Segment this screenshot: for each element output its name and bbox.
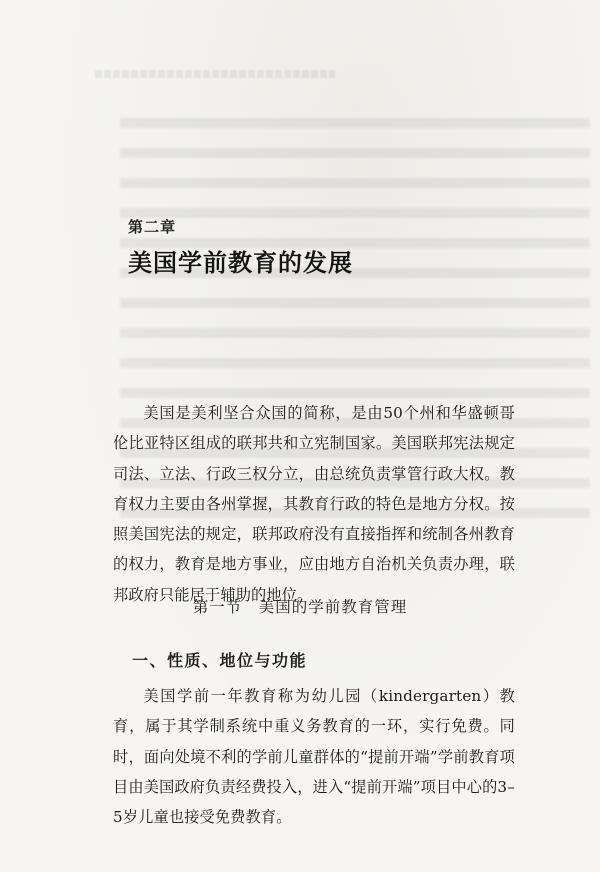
subsection-heading: 一、性质、地位与功能	[132, 651, 308, 670]
intro-paragraph: 美国是美利坚合众国的简称，是由50个州和华盛顿哥伦比亚特区组成的联邦共和立宪制国家。美国联邦宪法规定司法、立法、行政三权分立，由总统负责掌管行政大权。教育权力主要由各州掌握，其教育行政的特色是地方分权。按照美国宪法的规定，联邦政府没有直接指挥和统制各州教育的权力，教育是地方事业，应由地方自治机关负责办理，联邦政府只能居于辅助的地位。	[113, 404, 515, 604]
bleed-through-running-head	[95, 70, 335, 78]
section-title: 第一节 美国的学前教育管理	[192, 598, 408, 616]
chapter-label: 第二章	[128, 218, 177, 236]
body-paragraph: 美国学前一年教育称为幼儿园（kindergarten）教育，属于其学制系统中重义务教育的一环，实行免费。同时，面向处境不利的学前儿童群体的“提前开端”学前教育项目由美国政府负责经费投入，进入“提前开端”项目中心的3–5岁儿童也接受免费教育。	[113, 687, 515, 827]
chapter-title: 美国学前教育的发展	[128, 249, 353, 277]
